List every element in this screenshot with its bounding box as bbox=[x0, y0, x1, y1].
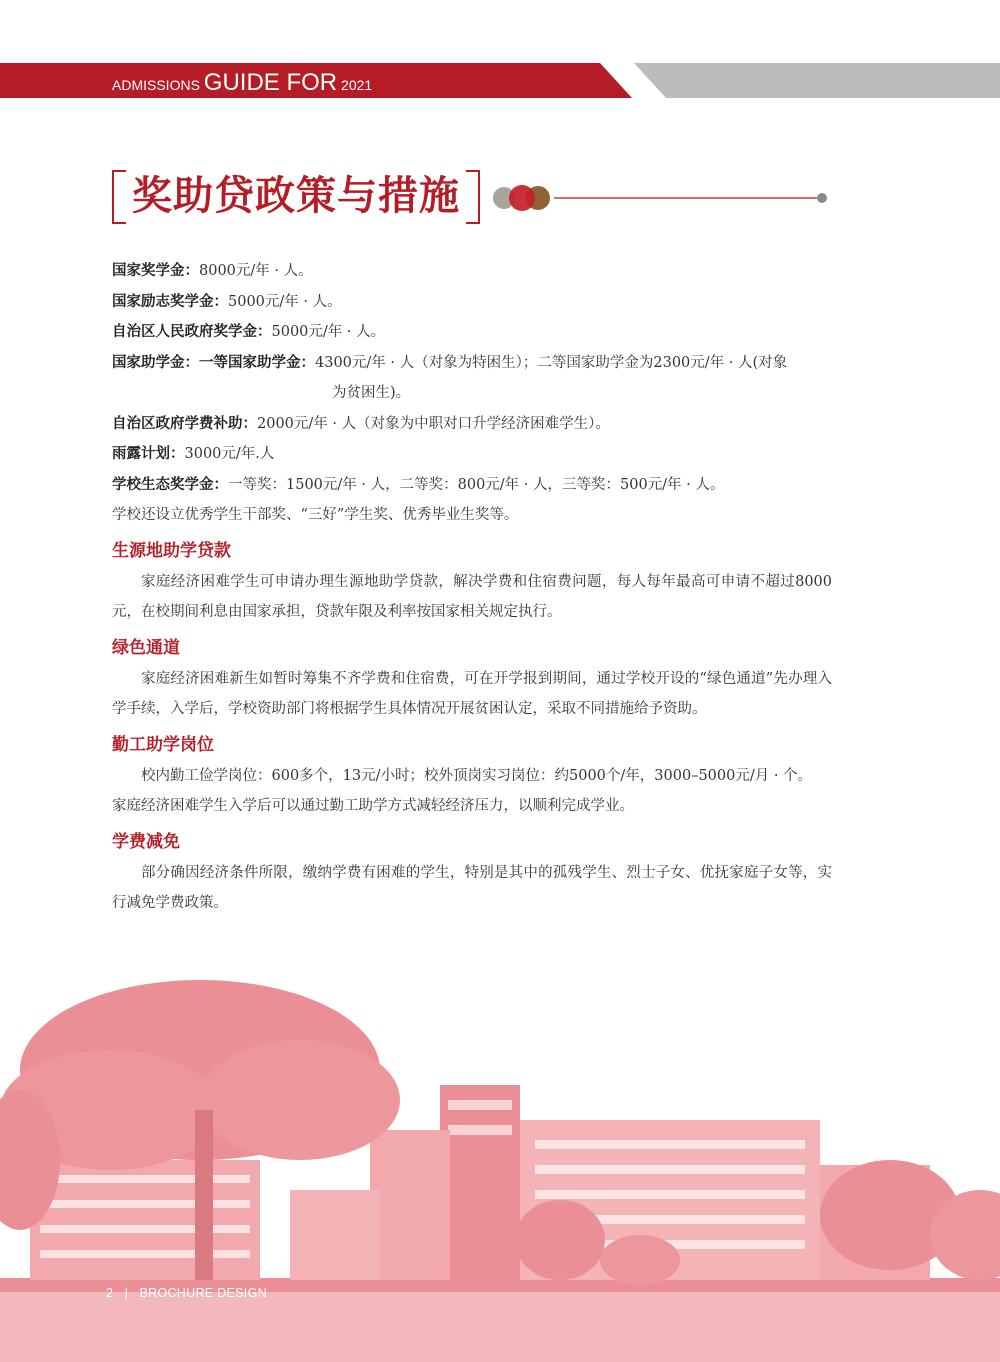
footer bbox=[106, 1286, 267, 1300]
tree-trunk bbox=[195, 1110, 213, 1280]
section-paragraph: 校内勤工俭学岗位：600多个，13元/小时；校外顶岗实习岗位：约5000个/年，3000–5000元/月 · 个。 bbox=[141, 767, 813, 784]
title-bracket-right bbox=[466, 170, 480, 224]
section-paragraph: 家庭经济困难学生入学后可以通过勤工助学方式减轻经济压力，以顺利完成学业。 bbox=[112, 798, 634, 814]
circle-red bbox=[509, 185, 535, 211]
header-banner-grey bbox=[634, 63, 1000, 98]
scholarship-label: 学校生态奖学金： bbox=[112, 475, 228, 493]
building-middle bbox=[370, 1130, 450, 1280]
header-title-part2: GUIDE FOR bbox=[203, 69, 338, 96]
lake-water bbox=[0, 1290, 1000, 1362]
grant-national bbox=[112, 348, 832, 379]
scholarship-label: 自治区政府学费补助： bbox=[112, 414, 257, 432]
section-title-work-study: 勤工助学岗位 bbox=[112, 734, 214, 755]
scholarship-value: 5000元/年 · 人。 bbox=[271, 324, 386, 340]
footer-separator: | bbox=[124, 1286, 129, 1300]
scholarship-national bbox=[112, 256, 832, 287]
scholarship-value: 一等奖：1500元/年 · 人，二等奖：800元/年 · 人，三等奖：500元/年 · 人。 bbox=[228, 476, 725, 493]
tuition-subsidy bbox=[112, 409, 832, 440]
header-title bbox=[112, 66, 372, 98]
footer-label: BROCHURE DESIGN bbox=[139, 1286, 267, 1300]
page-number: 2 bbox=[106, 1286, 114, 1300]
rule-end-dot bbox=[817, 193, 827, 203]
section-paragraph: 部分确因经济条件所限，缴纳学费有困难的学生，特别是其中的孤残学生、烈士子女、优抚家庭子女等，实行减免学费政策。 bbox=[112, 864, 832, 911]
section-paragraph: 家庭经济困难学生可申请办理生源地助学贷款，解决学费和住宿费问题，每人每年最高可申请不超过8000元，在校期间利息由国家承担，贷款年限及利率按国家相关规定执行。 bbox=[112, 573, 832, 620]
scholarship-value: 3000元/年.人 bbox=[184, 446, 275, 462]
scholarship-label: 自治区人民政府奖学金： bbox=[112, 323, 272, 340]
grant-national-continued: 为贫困生)。 bbox=[332, 385, 411, 401]
main-content bbox=[112, 256, 832, 919]
header-title-part3: 2021 bbox=[337, 77, 373, 93]
title-bracket-left bbox=[112, 170, 126, 224]
header-title-part1: ADMISSIONS bbox=[112, 77, 204, 93]
scholarship-label: 国家助学金：一等国家助学金： bbox=[112, 353, 315, 371]
school-eco-scholarship bbox=[112, 470, 832, 501]
page-title: 奖助贷政策与措施 bbox=[132, 172, 460, 219]
campus-illustration bbox=[0, 960, 1000, 1362]
scholarship-label: 雨露计划： bbox=[112, 445, 185, 462]
scholarship-value: 4300元/年 · 人（对象为特困生）；二等国家助学金为2300元/年 · 人(对象 bbox=[315, 354, 788, 371]
scholarship-regional bbox=[112, 317, 832, 348]
section-title-loan: 生源地助学贷款 bbox=[112, 540, 231, 561]
scholarship-value: 2000元/年 · 人（对象为中职对口升学经济困难学生）。 bbox=[257, 415, 610, 432]
section-paragraph: 家庭经济困难新生如暂时筹集不齐学费和住宿费，可在开学报到期间，通过学校开设的“绿色通道”先办理入学手续，入学后，学校资助部门将根据学生具体情况开展贫困认定，采取不同措施给予资助。 bbox=[112, 670, 832, 717]
overlapping-circles-icon bbox=[492, 184, 828, 212]
scholarship-inspirational bbox=[112, 287, 832, 318]
extra-awards: 学校还设立优秀学生干部奖、“三好”学生奖、优秀毕业生奖等。 bbox=[112, 507, 519, 523]
scholarship-label: 国家奖学金： bbox=[112, 262, 199, 279]
building-tower bbox=[440, 1085, 520, 1285]
yulu-plan bbox=[112, 439, 832, 470]
scholarship-label: 国家励志奖学金： bbox=[112, 292, 228, 310]
scholarship-value: 5000元/年 · 人。 bbox=[228, 293, 342, 310]
section-title-tuition-waiver: 学费减免 bbox=[112, 831, 180, 852]
scholarship-value: 8000元/年 · 人。 bbox=[199, 263, 313, 279]
section-title-green-channel: 绿色通道 bbox=[112, 637, 180, 658]
